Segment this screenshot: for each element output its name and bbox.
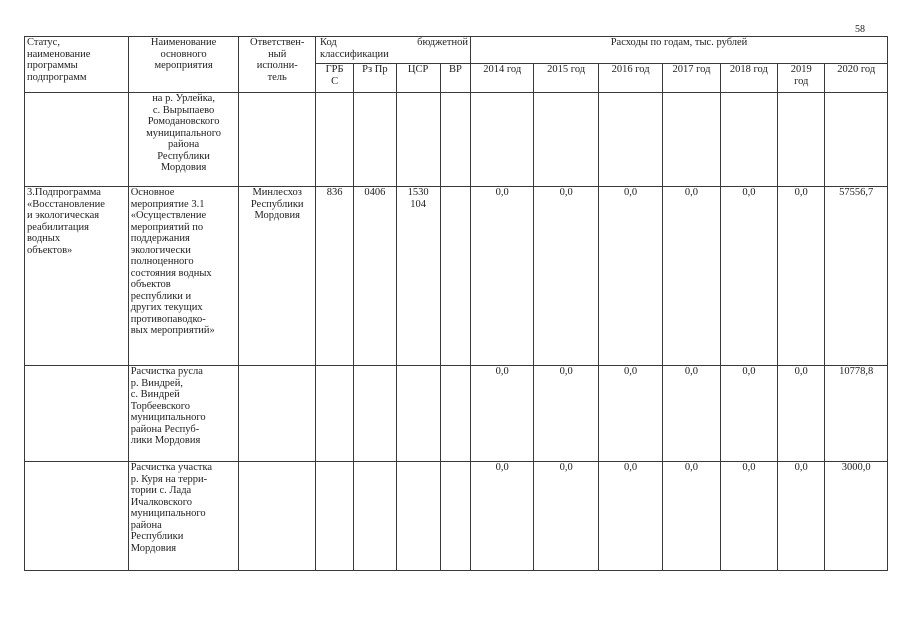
row-responsible: Минлесхоз Республики Мордовия: [239, 187, 316, 366]
row-value: 0,0: [778, 187, 825, 366]
row-value: 0,0: [534, 187, 598, 366]
row-responsible: [239, 462, 316, 571]
year-column-header: 2016 год: [598, 64, 662, 93]
row-csr: [396, 366, 440, 462]
table-row: [25, 366, 888, 462]
row-value: 10778,8: [825, 366, 888, 462]
row-name: Расчистка русла р. Виндрей, с. Виндрей Торбеевского муниципального района Респуб- лики Мордовия: [128, 366, 239, 462]
table-row: [25, 93, 888, 187]
row-grbs: 836: [315, 187, 353, 366]
row-grbs: [315, 93, 353, 187]
row-value: [778, 93, 825, 187]
row-grbs: [315, 462, 353, 571]
row-value: [471, 93, 534, 187]
row-name: Основное мероприятие 3.1 «Осуществление мероприятий по поддержания экологически полноценного состояния водных объектов республики и других текущих противопаводко- вых мероприятий»: [128, 187, 239, 366]
row-value: [825, 93, 888, 187]
row-value: 3000,0: [825, 462, 888, 571]
row-responsible: [239, 93, 316, 187]
row-vr: [440, 93, 470, 187]
row-value: 0,0: [471, 187, 534, 366]
row-grbs: [315, 366, 353, 462]
row-rzpr: [354, 366, 396, 462]
row-status: [25, 93, 129, 187]
code-word: Код: [319, 37, 337, 48]
budget-table: [24, 36, 888, 571]
row-rzpr: [354, 462, 396, 571]
status-column-header: Статус, наименование программы подпрограмм: [25, 37, 129, 93]
row-value: 0,0: [598, 187, 662, 366]
row-value: [534, 93, 598, 187]
row-value: 0,0: [720, 366, 777, 462]
rzpr-column-header: Рз Пр: [354, 64, 396, 93]
row-value: 0,0: [663, 462, 720, 571]
row-value: 57556,7: [825, 187, 888, 366]
row-vr: [440, 187, 470, 366]
row-value: [720, 93, 777, 187]
row-name: на р. Урлейка, с. Вырыпаево Ромодановского муниципального района Республики Мордовия: [128, 93, 239, 187]
table-row: [25, 187, 888, 366]
responsible-column-header: Ответствен- ный исполни- тель: [239, 37, 316, 93]
row-value: 0,0: [534, 366, 598, 462]
row-value: 0,0: [534, 462, 598, 571]
row-value: 0,0: [778, 366, 825, 462]
row-name: Расчистка участка р. Куря на терри- тории с. Лада Ичалковского муниципального района Республики Мордовия: [128, 462, 239, 571]
row-status: [25, 462, 129, 571]
row-responsible: [239, 366, 316, 462]
row-value: 0,0: [720, 187, 777, 366]
row-vr: [440, 462, 470, 571]
row-value: 0,0: [471, 462, 534, 571]
row-value: [598, 93, 662, 187]
row-rzpr: [354, 93, 396, 187]
expenses-header: Расходы по годам, тыс. рублей: [471, 37, 888, 64]
grbs-column-header: ГРБ С: [315, 64, 353, 93]
year-column-header: 2014 год: [471, 64, 534, 93]
table-header: [25, 37, 888, 93]
year-column-header: 2015 год: [534, 64, 598, 93]
row-value: 0,0: [598, 462, 662, 571]
year-column-header: 2018 год: [720, 64, 777, 93]
year-column-header: 2020 год: [825, 64, 888, 93]
row-csr: [396, 93, 440, 187]
row-value: 0,0: [598, 366, 662, 462]
row-value: 0,0: [720, 462, 777, 571]
budget-word: бюджетной: [417, 37, 468, 48]
row-status: 3.Подпрограмма «Восстановление и экологическая реабилитация водных объектов»: [25, 187, 129, 366]
row-value: 0,0: [471, 366, 534, 462]
row-csr: [396, 462, 440, 571]
row-value: 0,0: [663, 366, 720, 462]
row-status: [25, 366, 129, 462]
name-column-header: Наименование основного мероприятия: [128, 37, 239, 93]
row-rzpr: 0406: [354, 187, 396, 366]
classification-word: классификации: [319, 49, 389, 60]
row-vr: [440, 366, 470, 462]
vr-column-header: ВР: [440, 64, 470, 93]
year-column-header: 2019 год: [778, 64, 825, 93]
row-value: 0,0: [778, 462, 825, 571]
row-csr: 1530 104: [396, 187, 440, 366]
budget-code-header: [315, 37, 470, 64]
row-value: 0,0: [663, 187, 720, 366]
table-row: [25, 462, 888, 571]
year-column-header: 2017 год: [663, 64, 720, 93]
row-value: [663, 93, 720, 187]
csr-column-header: ЦСР: [396, 64, 440, 93]
page-number: 58: [855, 24, 865, 35]
